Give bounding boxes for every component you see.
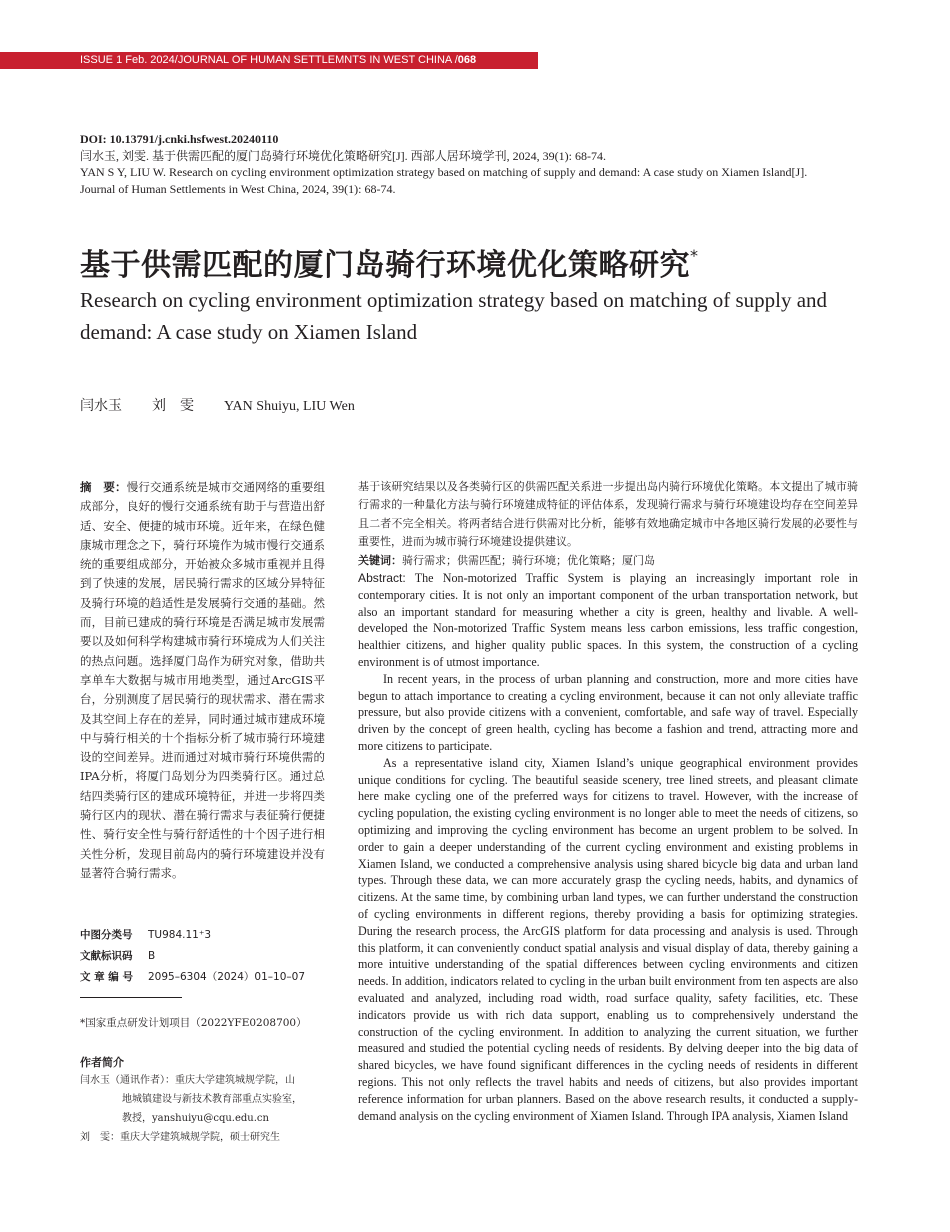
abstract-cn-label: 摘 要：	[80, 480, 127, 494]
citation-block	[80, 131, 870, 197]
fund-note: *国家重点研发计划项目（2022YFE0208700）	[80, 1017, 307, 1029]
abstract-cn	[80, 478, 325, 883]
keywords	[358, 552, 858, 570]
title-cn-text: 基于供需匹配的厦门岛骑行环境优化策略研究	[80, 248, 690, 283]
page-title-en: Research on cycling environment optimization strategy based on matching of supply and demand: A case study on Xiamen Island	[80, 288, 828, 344]
abstract-cn-continued: 基于该研究结果以及各类骑行区的供需匹配关系进一步提出岛内骑行环境优化策略。本文提出了城市骑行需求的一种量化方法与骑行环境建成特征的评估体系，发现骑行需求与骑行环境建设均存在空间差异且二者不完全相关。将两者结合进行供需对比分析，能够有效地确定城市中各地区骑行发展的必要性与重要性，进而为城市骑行环境建设提供建议。	[358, 480, 858, 549]
clc-value: TU984.11⁺3	[148, 929, 212, 941]
footnote-divider	[80, 997, 182, 998]
citation-cn: 闫水玉, 刘雯. 基于供需匹配的厦门岛骑行环境优化策略研究[J]. 西部人居环境学刊, 2024, 39(1): 68-74.	[80, 148, 606, 163]
journal-issue: ISSUE 1 Feb. 2024/JOURNAL OF HUMAN SETTLEMNTS IN WEST CHINA /	[80, 54, 458, 66]
bio-2: 刘 雯：重庆大学建筑城规学院，硕士研究生	[80, 1132, 280, 1143]
journal-header-bar	[0, 52, 538, 69]
bio-1-line1: 闫水玉（通讯作者）：重庆大学建筑城规学院，山	[80, 1075, 295, 1086]
author-1-cn: 闫水玉	[80, 399, 122, 414]
citation-en-line1: YAN S Y, LIU W. Research on cycling environment optimization strategy based on matching of supply and demand: A case study on Xiamen Island[J].	[80, 165, 808, 179]
keywords-label: 关键词：	[358, 553, 402, 567]
abstract-en-p3: As a representative island city, Xiamen Island’s unique geographical environment provides unique conditions for cycling. The beautiful seaside scenery, tree lined streets, and pleasant climate here make cycling one of the preferred ways for citizens to travel. However, with the increase of cycling population, the existing cycling environment is no longer able to meet the needs of citizens, so optimizing and improving the cycling environment has become an urgent problem to be solved. In order to gain a deeper understanding of the current cycling environment and existing problems in Xiamen Island, we conducted a comprehensive analysis using shared bicycle big data and urban land types. Through these data, we can more accurately grasp the cycling needs, habits, and dynamics of citizens. At the same time, by combining urban land types, we can further understand the construction of cycling environments in different regions, thereby providing a basis for optimizing strategies. During the research process, the ArcGIS platform for data processing and analysis is used. Through this platform, it can conveniently conduct spatial analysis and visual display of data, thereby gaining a more intuitive understanding of the spatial differences between cycling environments and citizen needs. In addition, indicators related to cycling in the urban built environment from ten aspects are also evaluated and analyzed, including road width, road surface quality, safety facilities, etc. These indicators provide us with rich data support, enabling us to comprehensively understand the construction of the cycling environment. In addition to analyzing the current situation, we further measured and studied the potential cycling needs of residents. By delving deeper into the big data of shared bicycles, we have found significant differences in the cycling needs of residents in different regions. This not only reflects the travel habits and needs of citizens, but also provides important reference information for urban planners. Based on the above research results, it conducted a supply-demand analysis on the cycling environment of Xiamen Island. Through IPA analysis, Xiamen Island	[358, 755, 858, 1123]
right-column	[358, 478, 858, 1124]
authors-en: YAN Shuiyu, LIU Wen	[224, 399, 355, 414]
bio-1-line2: 地城镇建设与新技术教育部重点实验室，	[122, 1094, 302, 1105]
page-title-cn	[80, 240, 699, 284]
author-bio	[80, 1071, 335, 1147]
author-line	[80, 395, 385, 415]
citation-en-line2: Journal of Human Settlements in West China, 2024, 39(1): 68-74.	[80, 181, 396, 196]
article-no-value: 2095–6304（2024）01–10–07	[148, 971, 305, 983]
clc-label: 中图分类号	[80, 929, 133, 941]
title-footnote-mark: *	[690, 246, 699, 265]
doi[interactable]: DOI: 10.13791/j.cnki.hsfwest.20240110	[80, 132, 279, 146]
classification-block	[80, 925, 340, 988]
page-number: 068	[457, 54, 477, 66]
bio-heading: 作者简介	[80, 1056, 124, 1069]
article-no-label: 文 章 编 号	[80, 971, 133, 983]
doc-code-value: B	[148, 950, 156, 962]
keywords-text: 骑行需求；供需匹配；骑行环境；优化策略；厦门岛	[402, 553, 655, 567]
abstract-cn-text: 慢行交通系统是城市交通网络的重要组成部分，良好的慢行交通系统有助于与营造出舒适、安全、便捷的城市环境。近年来，在绿色健康城市理念之下，骑行环境作为城市慢行交通系统的重要组成部分，开始被众多城市重视并且得到了快速的发展，居民骑行需求的区域分异特征及骑行环境的趋适性是发展骑行交通的基础。然而，目前已建成的骑行环境是否满足城市发展需要以及如何科学构建城市骑行环境成为人们关注的热点问题。选择厦门岛作为研究对象，借助共享单车大数据与城市用地类型，通过ArcGIS平台，分别测度了居民骑行的现状需求、潜在需求及其空间上存在的差异，同时通过城市建成环境中与骑行相关的十个指标分析了城市骑行环境建设的空间差异。进而通过对城市骑行环境供需的IPA分析，将厦门岛划分为四类骑行区。通过总结四类骑行区的建成环境特征，并进一步将四类骑行区内的现状、潜在骑行需求与表征骑行便捷性、骑行安全性与骑行舒适性的十个因子进行相关性分析，发现目前岛内的骑行环境建设并没有显著符合骑行需求。	[80, 480, 326, 880]
abstract-en-p1	[358, 570, 858, 671]
abstract-en-p1-text: The Non-motorized Traffic System is playing an increasingly important role in contemporary cities. It is not only an important component of the urban transportation network, but also an important standard for measuring whether a city is green, healthy and livable. A well-developed the Non-motorized Traffic System means less carbon emissions, less traffic congestion, healthier citizens, and higher quality public spaces. In this system, the construction of a cycling environment is of utmost importance.	[358, 571, 858, 670]
author-2-cn: 刘 雯	[152, 399, 194, 414]
bio-1-line3: 教授，yanshuiyu@cqu.edu.cn	[122, 1113, 269, 1124]
abstract-en-label: Abstract:	[358, 571, 406, 586]
doc-code-label: 文献标识码	[80, 950, 133, 962]
abstract-en-p2: In recent years, in the process of urban planning and construction, more and more cities have begun to attach importance to creating a cycling environment, because it can not only alleviate traffic pressure, but also provide citizens with a convenient, comfortable, and safe way of travel. Especially driven by the concept of green health, cycling has become a fashion and trend, attracting more and more citizens to participate.	[358, 671, 858, 753]
